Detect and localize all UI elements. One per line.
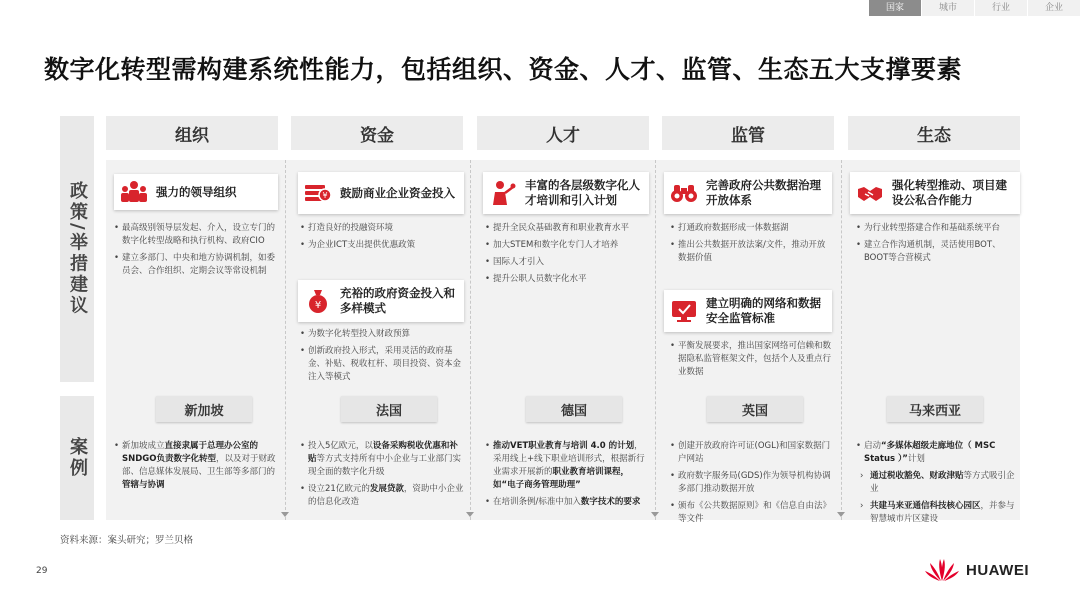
list-item: • 政府数字服务局(GDS)作为领导机构协调多部门推动数据开放 [670,470,836,496]
network-security-icon [670,297,698,325]
divider-arrow [466,512,474,517]
card-title: 强化转型推动、项目建设公私合作能力 [892,178,1007,207]
card-business-funding [298,172,464,214]
money-icon [304,179,332,207]
talent-icon [489,179,517,207]
country-badge-germany: 德国 [526,396,622,422]
card-title: 完善政府公共数据治理开放体系 [706,178,821,207]
card-security-standards [664,290,832,332]
list-item: • 打通政府数据形成一体数据湖 [670,222,832,235]
card-title: 强力的领导组织 [156,184,237,199]
card-talent-programs [483,172,649,214]
tab-country[interactable]: 国家 [868,0,921,16]
list-item: • 推出公共数据开放法案/文件，推动开放数据价值 [670,239,832,265]
list-item: › 共建马来亚通信科技核心园区，并参与智慧城市片区建设 [856,500,1018,526]
policy-bullets-regulation-b [670,340,832,383]
list-item: • 为数字化转型投入财政预算 [300,328,462,341]
list-item: • 颁布《公共数据原则》和《信息自由法》等文件 [670,500,836,526]
country-badge-france: 法国 [341,396,437,422]
card-title: 充裕的政府资金投入和多样模式 [340,286,455,315]
money-bag-icon [304,287,332,315]
policy-bullets-ecosystem [856,222,1018,269]
list-item: • 创建开放政府许可证(OGL)和国家数据门户网站 [670,440,836,466]
list-item: • 新加坡成立直接隶属于总理办公室的SNDGO负责数字化转型，以及对于财政部、信息媒体发展局、卫生部等多部门的管辖与协调 [114,440,276,492]
list-item: • 提升全民众基础教育和职业教育水平 [485,222,647,235]
list-item: • 为行业转型搭建合作和基础系统平台 [856,222,1018,235]
policy-bullets-org [114,222,276,282]
tab-city[interactable]: 城市 [921,0,974,16]
country-badge-malaysia: 马来西亚 [887,396,983,422]
page-title: 数字化转型需构建系统性能力，包括组织、资金、人才、监管、生态五大支撑要素 [44,55,963,84]
case-bullets-ecosystem [856,440,1018,530]
column-header-ecosystem: 生态 [848,116,1020,150]
case-bullets-org [114,440,276,496]
policy-bullets-regulation-a [670,222,832,269]
divider-arrow [837,512,845,517]
column-divider [285,160,286,520]
list-item: › 通过税收豁免、财政津贴等方式吸引企业 [856,470,1018,496]
case-bullets-talent [485,440,649,513]
column-divider [470,160,471,520]
list-item: • 最高级别领导层发起、介入，设立专门的数字化转型战略和执行机构、政府CIO [114,222,276,248]
list-item: • 国际人才引入 [485,256,647,269]
row-label-cases [60,396,94,520]
svg-text:¥: ¥ [314,300,322,311]
list-item: • 推动VET职业教育与培训 4.0 的计划，采用线上+线下职业培训形式，根据新行业需求开展新的职业教育培训课程，如“电子商务管理助理” [485,440,649,492]
card-title: 丰富的各层级数字化人才培训和引入计划 [525,178,640,207]
card-title: 鼓励商业企业资金投入 [340,185,455,200]
card-public-data [664,172,832,214]
row-label-policy [60,116,94,382]
card-government-funding [298,280,464,322]
policy-bullets-funding-b [300,328,462,388]
divider-arrow [281,512,289,517]
source-note: 资料来源：案头研究；罗兰贝格 [60,535,194,546]
list-item: • 平衡发展要求，推出国家网络可信赖和数据隐私监管框架文件，包括个人及重点行业数据 [670,340,832,379]
column-divider [841,160,842,520]
list-item: • 提升公职人员数字化水平 [485,273,647,286]
case-bullets-funding [300,440,464,513]
column-header-talent: 人才 [477,116,649,150]
case-bullets-regulation [670,440,836,530]
row-label-cases-text: 案例 [67,437,88,479]
country-badge-uk: 英国 [707,396,803,422]
list-item: • 在培训条例/标准中加入数字技术的要求 [485,496,649,509]
list-item: • 投入5亿欧元，以设备采购税收优惠和补贴等方式支持所有中小企业与工业部门实现全面的数字化升级 [300,440,464,479]
logo-text: HUAWEI [966,561,1029,579]
top-nav [868,0,1080,16]
list-item: • 建立合作沟通机制，灵活使用BOT、BOOT等合营模式 [856,239,1018,265]
card-ppp [850,172,1020,214]
list-item: • 启动“多媒体超级走廊地位（ MSC Status ）”计划 [856,440,1018,466]
column-header-regulation: 监管 [662,116,834,150]
list-item: • 建立多部门、中央和地方协调机制，如委员会、合作组织、定期会议等常设机制 [114,252,276,278]
column-header-funding: 资金 [291,116,463,150]
list-item: • 为企业ICT支出提供优惠政策 [300,239,462,252]
country-badge-singapore: 新加坡 [156,396,252,422]
divider-arrow [651,512,659,517]
page-number: 29 [36,566,48,576]
column-divider [655,160,656,520]
list-item: • 创新政府投入形式，采用灵活的政府基金、补贴、税收杠杆、项目投资、资本金注入等模式 [300,345,462,384]
tab-industry[interactable]: 行业 [974,0,1027,16]
huawei-logo [924,558,1029,582]
card-leadership [114,174,278,210]
policy-bullets-talent [485,222,647,290]
row-label-policy-text: 政策/举措建议 [67,181,88,317]
people-icon [120,178,148,206]
policy-bullets-funding-a [300,222,462,256]
huawei-petal-icon [924,558,960,582]
tab-enterprise[interactable]: 企业 [1027,0,1080,16]
column-header-org: 组织 [106,116,278,150]
card-title: 建立明确的网络和数据安全监管标准 [706,296,821,325]
list-item: • 加大STEM和数字化专门人才培养 [485,239,647,252]
handshake-icon [856,179,884,207]
binoculars-icon [670,179,698,207]
list-item: • 打造良好的投融资环境 [300,222,462,235]
svg-text:¥: ¥ [322,191,328,200]
list-item: • 设立21亿欧元的发展贷款，资助中小企业的信息化改造 [300,483,464,509]
